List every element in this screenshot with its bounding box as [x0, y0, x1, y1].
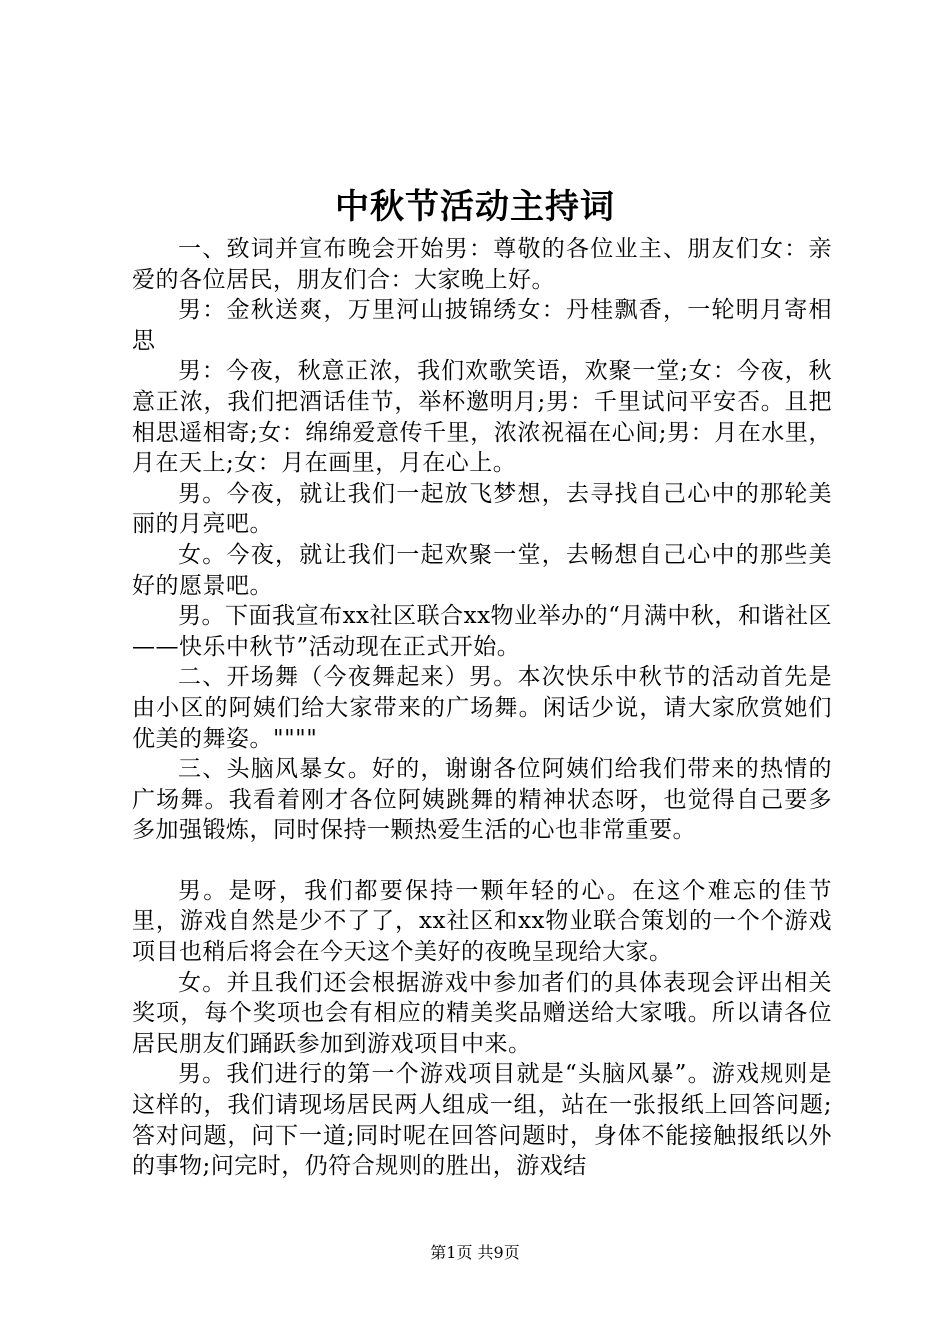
document-title: 中秋节活动主持词 — [335, 187, 615, 227]
paragraph-prizes: 女。并且我们还会根据游戏中参加者们的具体表现会评出相关奖项，每个奖项也会有相应的精美奖品赠送给大家哦。所以请各位居民朋友们踊跃参加到游戏项目中来。 — [132, 969, 832, 1057]
paragraph-games: 男。是呀，我们都要保持一颗年轻的心。在这个难忘的佳节里，游戏自然是少不了了，xx社区和xx物业联合策划的一个个游戏项目也稍后将会在今天这个美好的夜晚呈现给大家。 — [132, 877, 832, 966]
paragraph-autumn: 男：金秋送爽，万里河山披锦绣女：丹桂飘香，一轮明月寄相思 — [132, 297, 832, 354]
paragraph-brainstorm-intro: 三、头脑风暴女。好的，谢谢各位阿姨们给我们带来的热情的广场舞。我看着刚才各位阿姨跳舞的精神状态呀，也觉得自己要多多加强锻炼，同时保持一颗热爱生活的心也非常重要。 — [132, 756, 832, 844]
paragraph-male-dream: 男。今夜，就让我们一起放飞梦想，去寻找自己心中的那轮美丽的月亮吧。 — [132, 480, 832, 538]
paragraph-announcement: 男。下面我宣布xx社区联合xx物业举办的“月满中秋，和谐社区——快乐中秋节”活动现在正式开始。 — [132, 603, 832, 660]
paragraph-opening: 一、致词并宣布晚会开始男：尊敬的各位业主、朋友们女：亲爱的各位居民，朋友们合：大家晚上好。 — [132, 236, 832, 293]
paragraph-tonight-dialogue: 男：今夜，秋意正浓，我们欢歌笑语，欢聚一堂;女：今夜，秋意正浓，我们把酒话佳节，举杯邀明月;男：千里试问平安否。且把相思遥相寄;女：绵绵爱意传千里，浓浓祝福在心间;男：月在水里，月在天上;女：月在画里，月在心上。 — [132, 358, 832, 477]
paragraph-opening-dance: 二、开场舞（今夜舞起来）男。本次快乐中秋节的活动首先是由小区的阿姨们给大家带来的广场舞。闲话少说，请大家欣赏她们优美的舞姿。"""" — [132, 664, 832, 752]
paragraph-game-rules: 男。我们进行的第一个游戏项目就是“头脑风暴”。游戏规则是这样的，我们请现场居民两人组成一组，站在一张报纸上回答问题;答对问题，问下一道;同时呢在回答问题时，身体不能接触报纸以外的事物;问完时，仍符合规则的胜出，游戏结 — [132, 1061, 832, 1180]
paragraph-spacer — [132, 846, 832, 876]
page-number: 第1页 共9页 — [430, 1243, 520, 1262]
paragraph-female-vision: 女。今夜，就让我们一起欢聚一堂，去畅想自己心中的那些美好的愿景吧。 — [132, 541, 832, 599]
document-body — [132, 234, 832, 1182]
